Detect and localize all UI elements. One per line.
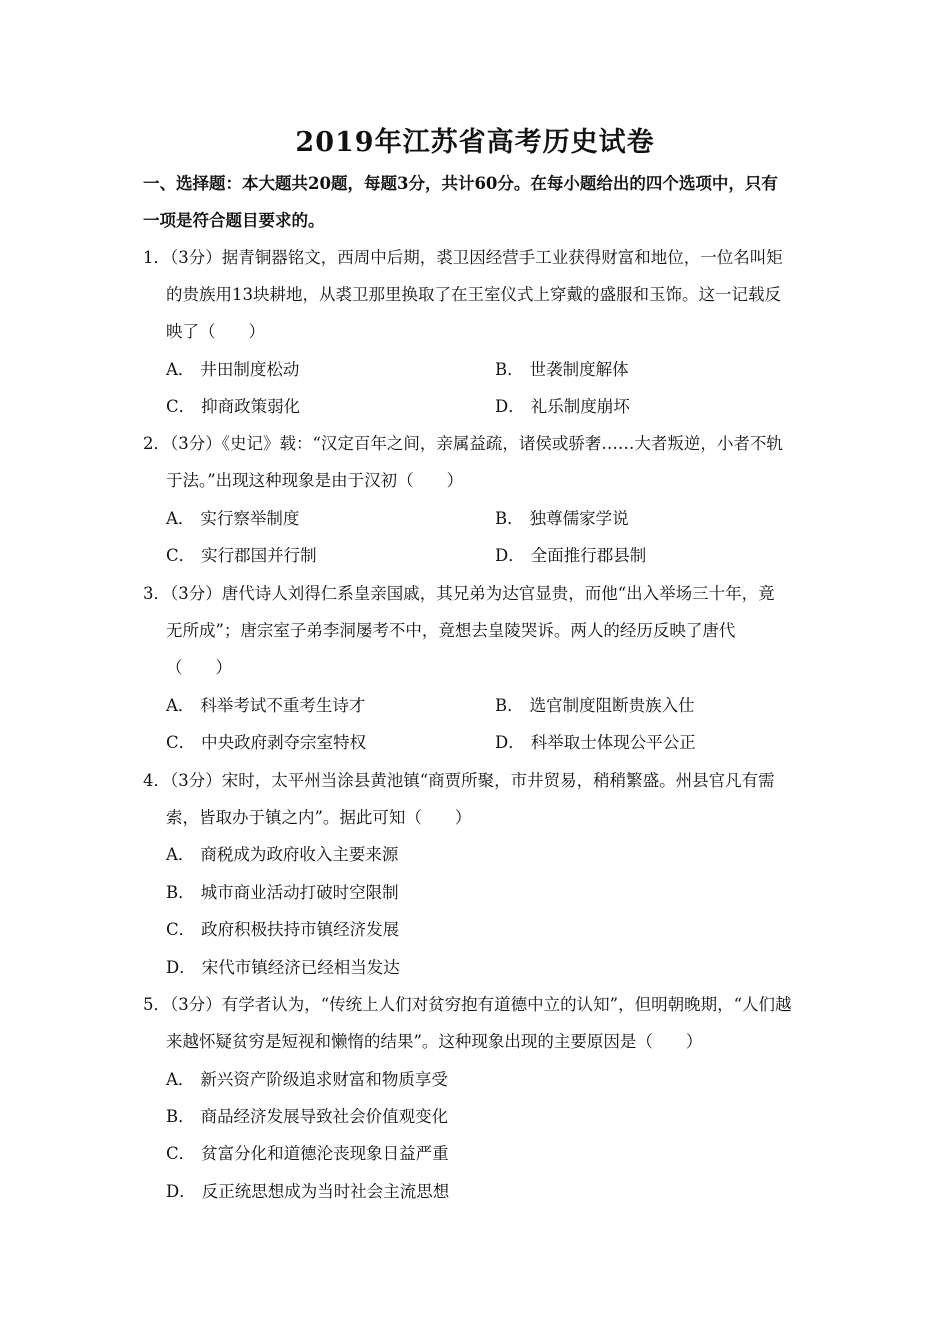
option-text: 商税成为政府收入主要来源 bbox=[200, 845, 399, 864]
option-letter: D． bbox=[495, 546, 525, 565]
option-letter: C． bbox=[166, 1144, 196, 1163]
option-text: 礼乐制度崩坏 bbox=[530, 397, 630, 416]
option-letter: B． bbox=[495, 360, 524, 379]
question-1-line-3: 映了（ ） bbox=[166, 322, 265, 341]
question-3-option-b bbox=[495, 695, 695, 717]
question-3-option-c bbox=[166, 732, 366, 754]
option-letter: B． bbox=[166, 1107, 195, 1126]
question-2-option-a bbox=[166, 508, 299, 530]
option-text: 科举考试不重考生诗才 bbox=[200, 696, 366, 715]
question-1-option-a bbox=[166, 359, 299, 381]
option-text: 宋代市镇经济已经相当发达 bbox=[201, 958, 400, 977]
option-text: 选官制度阻断贵族入仕 bbox=[529, 696, 695, 715]
question-5-option-a bbox=[166, 1069, 448, 1091]
question-2-line-1: 2．（3分）《史记》载：“汉定百年之间，亲属益疏，诸侯或骄奢……大者叛逆，小者不轨 bbox=[143, 434, 783, 453]
option-letter: B． bbox=[166, 883, 195, 902]
option-text: 全面推行郡县制 bbox=[530, 546, 647, 565]
question-1-line-1: 1．（3分）据青铜器铭文，西周中后期，裘卫因经营手工业获得财富和地位，一位名叫矩 bbox=[143, 248, 783, 267]
option-text: 中央政府剥夺宗室特权 bbox=[201, 733, 367, 752]
option-letter: A． bbox=[166, 360, 195, 379]
option-letter: A． bbox=[166, 509, 195, 528]
option-letter: C． bbox=[166, 920, 196, 939]
section-instruction-line-2: 一项是符合题目要求的。 bbox=[143, 211, 325, 230]
option-text: 独尊儒家学说 bbox=[529, 509, 629, 528]
option-letter: C． bbox=[166, 397, 196, 416]
option-letter: C． bbox=[166, 733, 196, 752]
option-text: 井田制度松动 bbox=[200, 360, 300, 379]
section-instruction-line-1: 一、选择题：本大题共20题，每题3分，共计60分。在每小题给出的四个选项中，只有 bbox=[143, 174, 778, 193]
option-text: 世袭制度解体 bbox=[529, 360, 629, 379]
question-4-option-b bbox=[166, 882, 399, 904]
question-2-option-b bbox=[495, 508, 629, 530]
question-1-option-b bbox=[495, 359, 629, 381]
option-text: 科举取士体现公平公正 bbox=[530, 733, 696, 752]
option-letter: A． bbox=[166, 845, 195, 864]
question-3-option-a bbox=[166, 695, 365, 717]
question-5-line-1: 5．（3分）有学者认为，“传统上人们对贫穷抱有道德中立的认知”，但明朝晚期，“人们越 bbox=[143, 995, 792, 1014]
question-2-line-2: 于法。”出现这种现象是由于汉初（ ） bbox=[166, 471, 464, 490]
question-2-option-d bbox=[495, 545, 646, 567]
option-letter: B． bbox=[495, 509, 524, 528]
option-text: 反正统思想成为当时社会主流思想 bbox=[201, 1182, 450, 1201]
question-1-line-2: 的贵族用13块耕地，从裘卫那里换取了在王室仪式上穿戴的盛服和玉饰。这一记载反 bbox=[166, 285, 781, 304]
question-3-line-2: 无所成”；唐宗室子弟李洞屡考不中，竟想去皇陵哭诉。两人的经历反映了唐代 bbox=[166, 621, 736, 640]
option-text: 城市商业活动打破时空限制 bbox=[200, 883, 399, 902]
option-letter: D． bbox=[166, 958, 196, 977]
question-4-line-1: 4．（3分）宋时，太平州当涂县黄池镇“商贾所聚，市井贸易，稍稍繁盛。州县官凡有需 bbox=[143, 771, 775, 790]
question-3-line-3: （ ） bbox=[166, 658, 232, 677]
option-letter: C． bbox=[166, 546, 196, 565]
question-4-option-a bbox=[166, 844, 398, 866]
question-4-option-c bbox=[166, 919, 399, 941]
option-letter: A． bbox=[166, 1070, 195, 1089]
question-4-line-2: 索，皆取办于镇之内”。据此可知（ ） bbox=[166, 808, 472, 827]
option-letter: D． bbox=[166, 1182, 196, 1201]
option-letter: D． bbox=[495, 733, 525, 752]
question-5-option-b bbox=[166, 1106, 448, 1128]
question-5-option-c bbox=[166, 1143, 449, 1165]
question-5-option-d bbox=[166, 1181, 449, 1203]
question-1-option-c bbox=[166, 396, 300, 418]
option-text: 实行察举制度 bbox=[200, 509, 300, 528]
question-5-line-2: 来越怀疑贫穷是短视和懒惰的结果”。这种现象出现的主要原因是（ ） bbox=[166, 1032, 703, 1051]
question-3-line-1: 3．（3分）唐代诗人刘得仁系皇亲国戚，其兄弟为达官显贵，而他“出入举场三十年，竟 bbox=[143, 584, 775, 603]
page-title: 2019年江苏省高考历史试卷 bbox=[295, 127, 655, 158]
option-text: 商品经济发展导致社会价值观变化 bbox=[200, 1107, 449, 1126]
option-text: 抑商政策弱化 bbox=[201, 397, 301, 416]
option-letter: A． bbox=[166, 696, 195, 715]
option-letter: B． bbox=[495, 696, 524, 715]
question-2-option-c bbox=[166, 545, 317, 567]
option-text: 实行郡国并行制 bbox=[201, 546, 317, 565]
question-1-option-d bbox=[495, 396, 630, 418]
question-3-option-d bbox=[495, 732, 696, 754]
question-4-option-d bbox=[166, 957, 400, 979]
option-text: 政府积极扶持市镇经济发展 bbox=[201, 920, 400, 939]
option-letter: D． bbox=[495, 397, 525, 416]
option-text: 新兴资产阶级追求财富和物质享受 bbox=[200, 1070, 448, 1089]
option-text: 贫富分化和道德沦丧现象日益严重 bbox=[201, 1144, 449, 1163]
